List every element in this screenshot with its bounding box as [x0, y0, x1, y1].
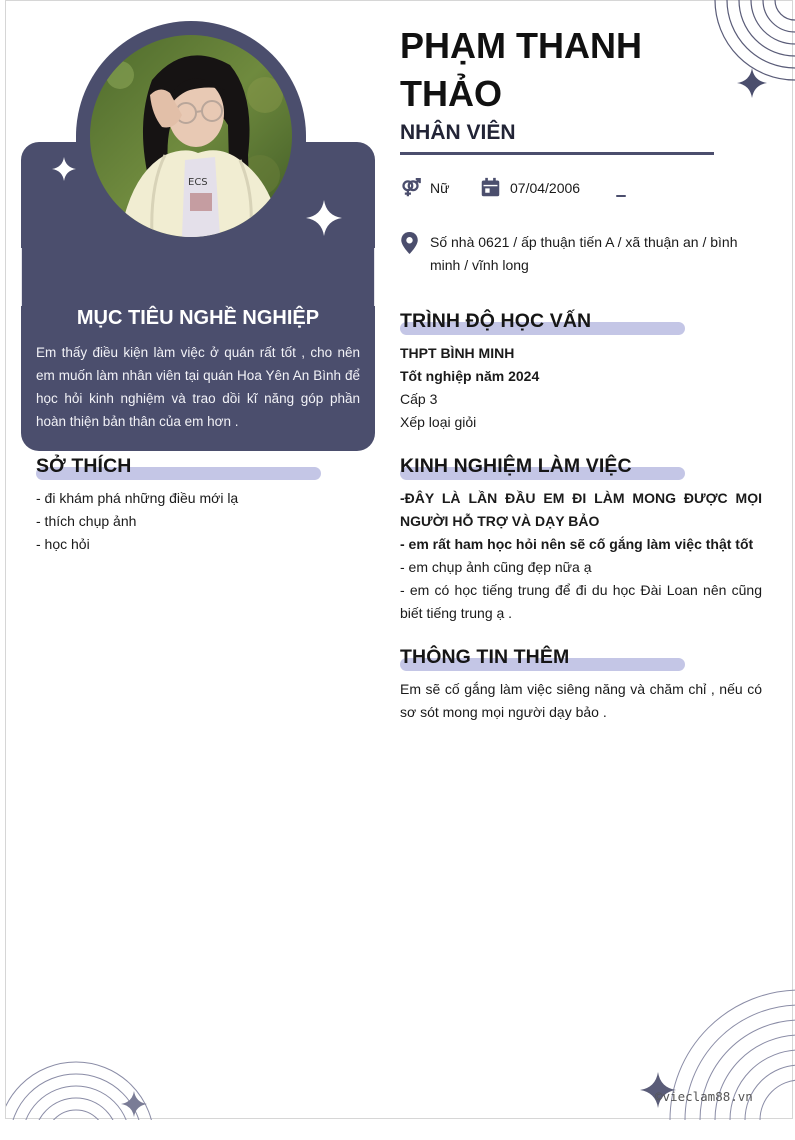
hobby-item: - thích chụp ảnh [36, 513, 137, 529]
candidate-name: PHẠM THANH THẢO [400, 25, 642, 114]
school-name: THPT BÌNH MINH [400, 345, 515, 361]
decorative-dash [616, 195, 626, 197]
hobbies-title: SỞ THÍCH [36, 455, 132, 477]
hobby-item: - đi khám phá những điều mới lạ [36, 490, 239, 506]
birthdate-value: 07/04/2006 [510, 180, 581, 196]
education-graduation [400, 365, 539, 388]
hobby-item: - học hỏi [36, 536, 90, 552]
additional-info-body: Em sẽ cố gắng làm việc siêng năng và chăm chỉ , nếu có sơ sót mong mọi người dạy bảo . [400, 681, 762, 720]
experience-title: KINH NGHIỆM LÀM VIỆC [400, 455, 632, 477]
calendar-icon [480, 177, 501, 198]
additional-info-section-heading [400, 646, 569, 669]
education-rank: Xếp loại giỏi [400, 414, 477, 430]
experience-line: - em có học tiếng trung để đi du học Đài Loan nên cũng biết tiếng trung ạ . [400, 582, 762, 621]
avatar [90, 35, 292, 237]
position-underline [400, 152, 714, 155]
address-value: Số nhà 0621 / ấp thuận tiến A / xã thuận an / bình minh / vĩnh long [430, 234, 738, 273]
objective-body: Em thấy điều kiện làm việc ở quán rất tốt , cho nên em muốn làm nhân viên tại quán Hoa Yên An Bình để học hỏi kinh nghiệm và trao dồi kĩ năng góp phần hoàn thiện bản thân của em hơn . [36, 345, 360, 429]
education-level: Cấp 3 [400, 391, 438, 407]
sparkle-icon [121, 1091, 147, 1117]
gender-icon [400, 177, 421, 198]
hobbies-section-heading [36, 455, 131, 478]
gender-value: Nữ [430, 180, 450, 196]
sparkle-icon [306, 200, 342, 236]
objective-title: MỤC TIÊU NGHỀ NGHIỆP [76, 307, 320, 329]
experience-section-heading [400, 455, 632, 478]
education-school [400, 342, 514, 365]
experience-line: - em rất ham học hỏi nên sẽ cố gắng làm việc thật tốt [400, 536, 754, 552]
sparkle-icon [737, 68, 767, 98]
watermark: ©vieclam88.vn [655, 1089, 753, 1104]
svg-text:ECS: ECS [188, 177, 208, 188]
education-section-heading [400, 310, 591, 333]
graduation-year: Tốt nghiệp năm 2024 [400, 368, 540, 384]
location-pin-icon [400, 232, 419, 254]
job-position: NHÂN VIÊN [400, 121, 516, 144]
experience-line: -ĐÂY LÀ LẦN ĐẦU EM ĐI LÀM MONG ĐƯỢC MỌI NGƯỜI HỖ TRỢ VÀ DẠY BẢO [400, 490, 762, 529]
additional-info-title: THÔNG TIN THÊM [400, 646, 570, 668]
education-title: TRÌNH ĐỘ HỌC VẤN [400, 310, 592, 332]
experience-line: - em chụp ảnh cũng đẹp nữa ạ [400, 559, 592, 575]
sparkle-icon [52, 157, 76, 181]
